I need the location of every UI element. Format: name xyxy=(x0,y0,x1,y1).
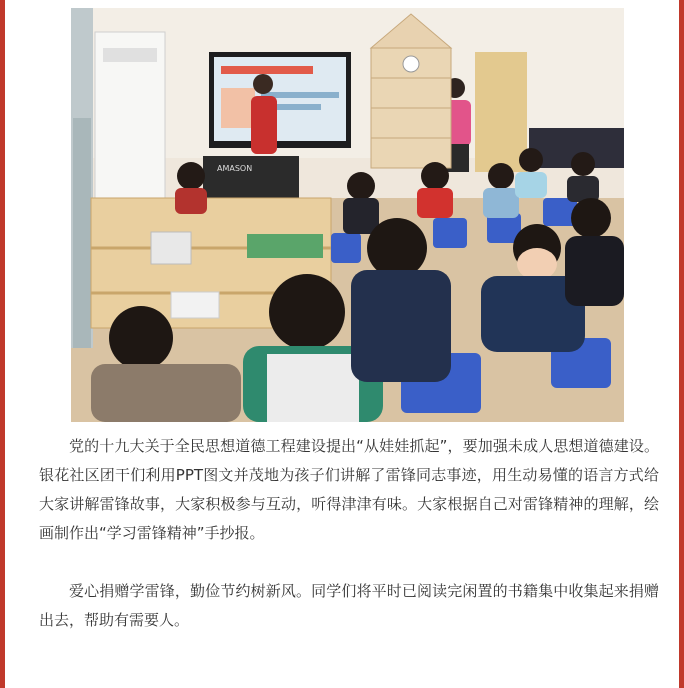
article-paragraph-1: 党的十九大关于全民思想道德工程建设提出“从娃娃抓起”，要加强未成人思想道德建设。银花社区团干们利用PPT图文并茂地为孩子们讲解了雷锋同志事迹，用生动易懂的语言方式给大家讲解雷锋故事，大家积极参与互动，听得津津有味。大家根据自己对雷锋精神的理解，绘画制作出“学习雷锋精神”手抄报。 xyxy=(39,437,659,542)
article-body xyxy=(39,432,659,635)
classroom-photo xyxy=(71,8,624,422)
tv-brand-label: AMASON xyxy=(217,164,253,173)
classroom-photo-illustration xyxy=(71,8,624,422)
article-paragraph-2: 爱心捐赠学雷锋，勤俭节约树新风。同学们将平时已阅读完闲置的书籍集中收集起来捐赠出去，帮助有需要人。 xyxy=(39,582,659,629)
